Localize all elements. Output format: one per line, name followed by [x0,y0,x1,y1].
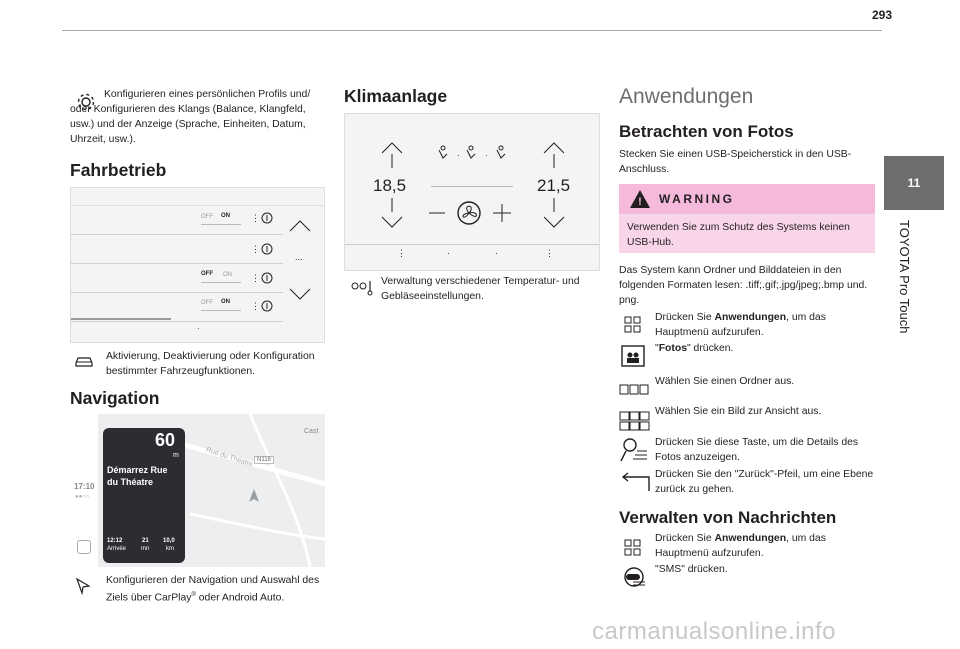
fotos-heading: Betrachten von Fotos [619,122,794,141]
navigation-screen [70,414,325,567]
registered-mark: ® [191,592,196,598]
info-icon[interactable] [261,300,273,312]
fahrbetrieb-screen [70,187,325,343]
nav-side-bar [70,414,98,567]
navigation-caption [106,573,328,605]
settings-description: Konfigurieren eines persönlichen Profils und/ oder Konfigurieren des Klangs (Balance, Klangfeld, usw.) und der Anzeige (Sprache, Einheiten, Datum, Uhrzeit, usw.). [70,89,311,145]
toggle-on-label: ON [221,299,230,305]
step-bold: Anwendungen [714,312,787,323]
images-grid-icon [619,411,651,431]
warning-text: Verwenden Sie zum Schutz des Systems keinen USB-Hub. [627,222,850,248]
scroll-indicator [71,318,171,320]
page-dot-icon: · [447,248,450,258]
watermark: carmanualsonline.info [592,618,836,645]
svg-text:!: ! [638,196,642,208]
fahrbetrieb-heading: Fahrbetrieb [70,160,167,180]
toggle-off-label: OFF [201,214,213,220]
map-roads [180,414,325,567]
toggle-on-label: ON [223,272,232,278]
fahrbetrieb-row-1[interactable] [71,206,283,235]
fan-controls[interactable] [429,200,519,230]
svg-text:·: · [457,151,460,160]
signal-dots-icon: ●●○○ [75,494,90,500]
folders-icon [619,383,649,395]
more-icon[interactable]: ⋮ [251,244,260,254]
header-rule [62,30,882,31]
fahrbetrieb-row-3[interactable] [71,264,283,293]
page-dot-icon: · [197,324,200,333]
info-icon[interactable] [261,212,273,224]
more-icon[interactable]: ⋮ [251,273,260,283]
navigation-arrow-icon [76,578,90,594]
apps-grid-icon [624,539,642,557]
more-icon[interactable]: ⋮ [251,213,260,223]
temp-left-down-icon [382,217,402,227]
step-bold: Fotos [658,343,687,354]
car-icon [75,354,93,368]
info-icon[interactable] [261,272,273,284]
back-arrow-icon [620,472,650,492]
climate-icon [350,279,376,297]
step-back: Drücken Sie den "Zurück"-Pfeil, um eine Ebene zurück zu gehen. [655,469,874,495]
side-chapter-label: TOYOTA Pro Touch [897,220,912,334]
clock: 17:10 [74,482,95,491]
home-icon[interactable] [77,540,91,554]
step-photos [655,341,875,356]
step-bold: Anwendungen [714,533,787,544]
nachrichten-heading: Verwalten von Nachrichten [619,508,837,527]
fahrbetrieb-row-2[interactable] [71,235,283,264]
step-select-folder: Wählen Sie einen Ordner aus. [655,376,795,387]
scroll-down-icon[interactable] [289,288,311,300]
step-details: Drücken Sie diese Taste, um die Details des Fotos anzuzeigen. [655,437,859,463]
page-number: 293 [872,8,893,22]
step-select-image: Wählen Sie ein Bild zur Ansicht aus. [655,406,822,417]
step-text: , um das Hauptmenü aufzurufen. [655,533,826,559]
page-dot-icon: · [495,248,498,258]
guidance-card[interactable] [103,428,185,563]
details-icon [620,437,648,463]
navigation-caption-text: Konfigurieren der Navigation und Auswahl des Ziels über CarPlay [106,575,320,604]
guidance-distance: 60 [155,430,176,450]
klimaanlage-heading: Klimaanlage [344,86,448,106]
step-text: , um das Hauptmenü aufzurufen. [655,312,826,338]
step-open-applications-sms [655,531,875,561]
warning-label: WARNING [659,192,735,206]
warning-box [619,184,875,253]
info-icon[interactable] [261,243,273,255]
warning-header [619,184,875,214]
formats-text: Das System kann Ordner und Bilddateien in den folgenden Formaten lesen: .tiff;.gif;.jpg/jpeg;.bmp und. png. [619,265,868,306]
guidance-street: Démarrez Rue du Théatre [107,465,168,487]
map-place-label: Cast [304,428,319,435]
step-text: Drücken Sie [655,312,715,323]
navigation-heading: Navigation [70,388,160,408]
anwendungen-heading: Anwendungen [619,85,754,108]
step-sms: "SMS" drücken. [655,564,728,575]
apps-grid-icon [624,316,642,334]
toggle-off-label: OFF [201,300,213,306]
step-text: " drücken. [686,343,734,354]
more-icon[interactable]: ⋮ [545,248,554,258]
guidance-unit: m [173,452,179,459]
toggle-off-label: OFF [201,271,213,277]
toggle-on-label: ON [221,213,230,219]
navigation-caption-end: oder Android Auto. [195,592,285,604]
svg-text:·: · [485,151,488,160]
step-text: " [655,343,659,354]
klimaanlage-screen [344,113,600,271]
duration-unit: mn [141,546,150,552]
arrival-time: 12:12 [107,538,123,544]
fahrbetrieb-caption: Aktivierung, Deaktivierung oder Konfiguration bestimmter Fahrzeugfunktionen. [106,351,315,377]
photos-app-icon [621,345,645,367]
sms-icon [621,567,647,589]
duration-value: 21 [142,538,149,544]
road-shield: N118 [254,456,274,464]
arrival-label: Arrivée [107,546,127,552]
temp-left-up-icon [382,143,402,153]
step-open-applications [655,310,875,340]
temp-left[interactable]: 18,5 [373,176,407,195]
map-street-label: Rue du Théatre [205,446,254,469]
klimaanlage-caption: Verwaltung verschiedener Temperatur- und Gebläseeinstellungen. [381,276,580,302]
scroll-up-icon[interactable] [289,220,311,232]
warning-triangle-icon [629,189,651,209]
remaining-distance: 10,0 [163,538,175,544]
more-icon[interactable]: ⋮ [251,301,260,311]
step-text: Drücken Sie [655,533,715,544]
remaining-unit: km [166,546,174,552]
chapter-tab[interactable]: 11 [884,156,944,210]
more-icon[interactable]: ⋮ [397,248,406,258]
airflow-mode-icons[interactable] [431,144,517,166]
fotos-intro: Stecken Sie einen USB-Speicherstick in den USB-Anschluss. [619,149,852,175]
temp-right[interactable]: 21,5 [537,176,571,195]
more-dots-icon[interactable]: ... [295,252,303,262]
